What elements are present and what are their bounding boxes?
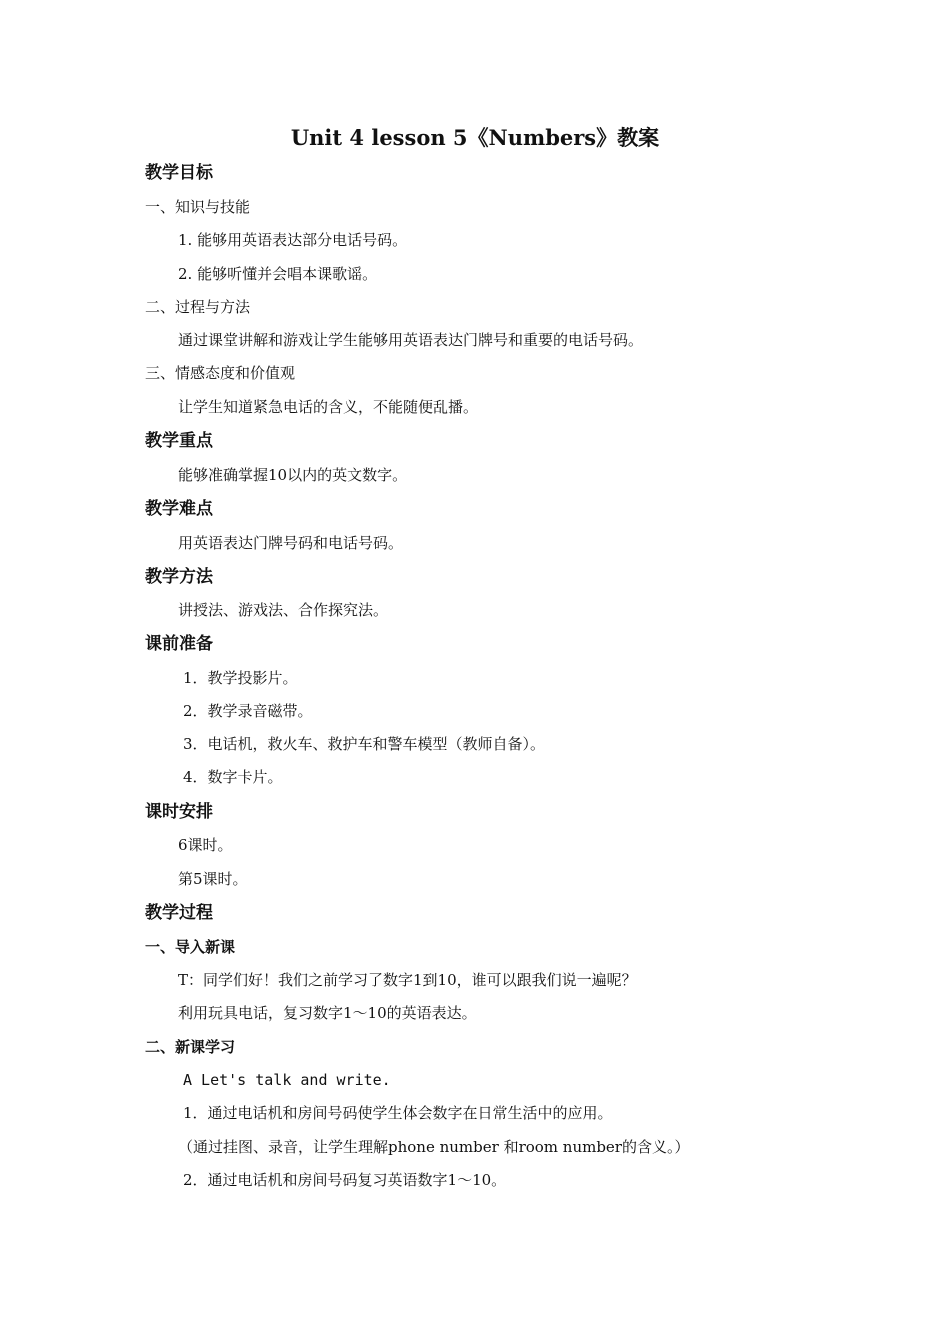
- goals-item-1: 1. 能够用英语表达部分电话号码。: [178, 231, 408, 249]
- goals-section-3: 三、情感态度和价值观: [145, 364, 296, 382]
- goals-section-3-text: 让学生知道紧急电话的含义，不能随便乱播。: [178, 398, 479, 416]
- prep-item-3: 3．电话机，救火车、救护车和警车模型（教师自备）。: [183, 735, 546, 753]
- process-section-2-line-2: （通过挂图、录音，让学生理解phone number 和room number的含义。）: [178, 1138, 690, 1156]
- heading-preparation: 课前准备: [145, 634, 213, 654]
- goals-section-1: 一、知识与技能: [145, 198, 251, 216]
- process-section-2-activity-a: A Let's talk and write.: [183, 1071, 391, 1089]
- heading-schedule: 课时安排: [145, 802, 213, 822]
- heading-goals: 教学目标: [145, 163, 213, 183]
- document-title: Unit 4 lesson 5《Numbers》教案: [290, 125, 660, 150]
- process-section-1-line-2: 利用玩具电话，复习数字1～10的英语表达。: [178, 1004, 477, 1022]
- heading-key-points: 教学重点: [145, 431, 213, 451]
- schedule-line-2: 第5课时。: [178, 870, 248, 888]
- goals-item-2: 2. 能够听懂并会唱本课歌谣。: [178, 265, 378, 283]
- heading-process: 教学过程: [145, 903, 213, 923]
- process-section-2: 二、新课学习: [145, 1038, 236, 1056]
- goals-section-2: 二、过程与方法: [145, 298, 251, 316]
- schedule-line-1: 6课时。: [178, 836, 233, 854]
- heading-difficulties: 教学难点: [145, 499, 213, 519]
- process-section-2-line-3: 2．通过电话机和房间号码复习英语数字1～10。: [183, 1171, 507, 1189]
- process-section-1: 一、导入新课: [145, 938, 236, 956]
- difficulties-text: 用英语表达门牌号码和电话号码。: [178, 534, 404, 552]
- key-points-text: 能够准确掌握10以内的英文数字。: [178, 466, 408, 484]
- prep-item-1: 1．教学投影片。: [183, 669, 298, 687]
- heading-methods: 教学方法: [145, 567, 213, 587]
- goals-section-2-text: 通过课堂讲解和游戏让学生能够用英语表达门牌号和重要的电话号码。: [178, 331, 644, 349]
- prep-item-2: 2．教学录音磁带。: [183, 702, 313, 720]
- methods-text: 讲授法、游戏法、合作探究法。: [178, 601, 389, 619]
- prep-item-4: 4．数字卡片。: [183, 768, 283, 786]
- process-section-2-line-1: 1．通过电话机和房间号码使学生体会数字在日常生活中的应用。: [183, 1104, 613, 1122]
- process-section-1-line-1: T：同学们好！我们之前学习了数字1到10，谁可以跟我们说一遍呢？: [178, 971, 637, 989]
